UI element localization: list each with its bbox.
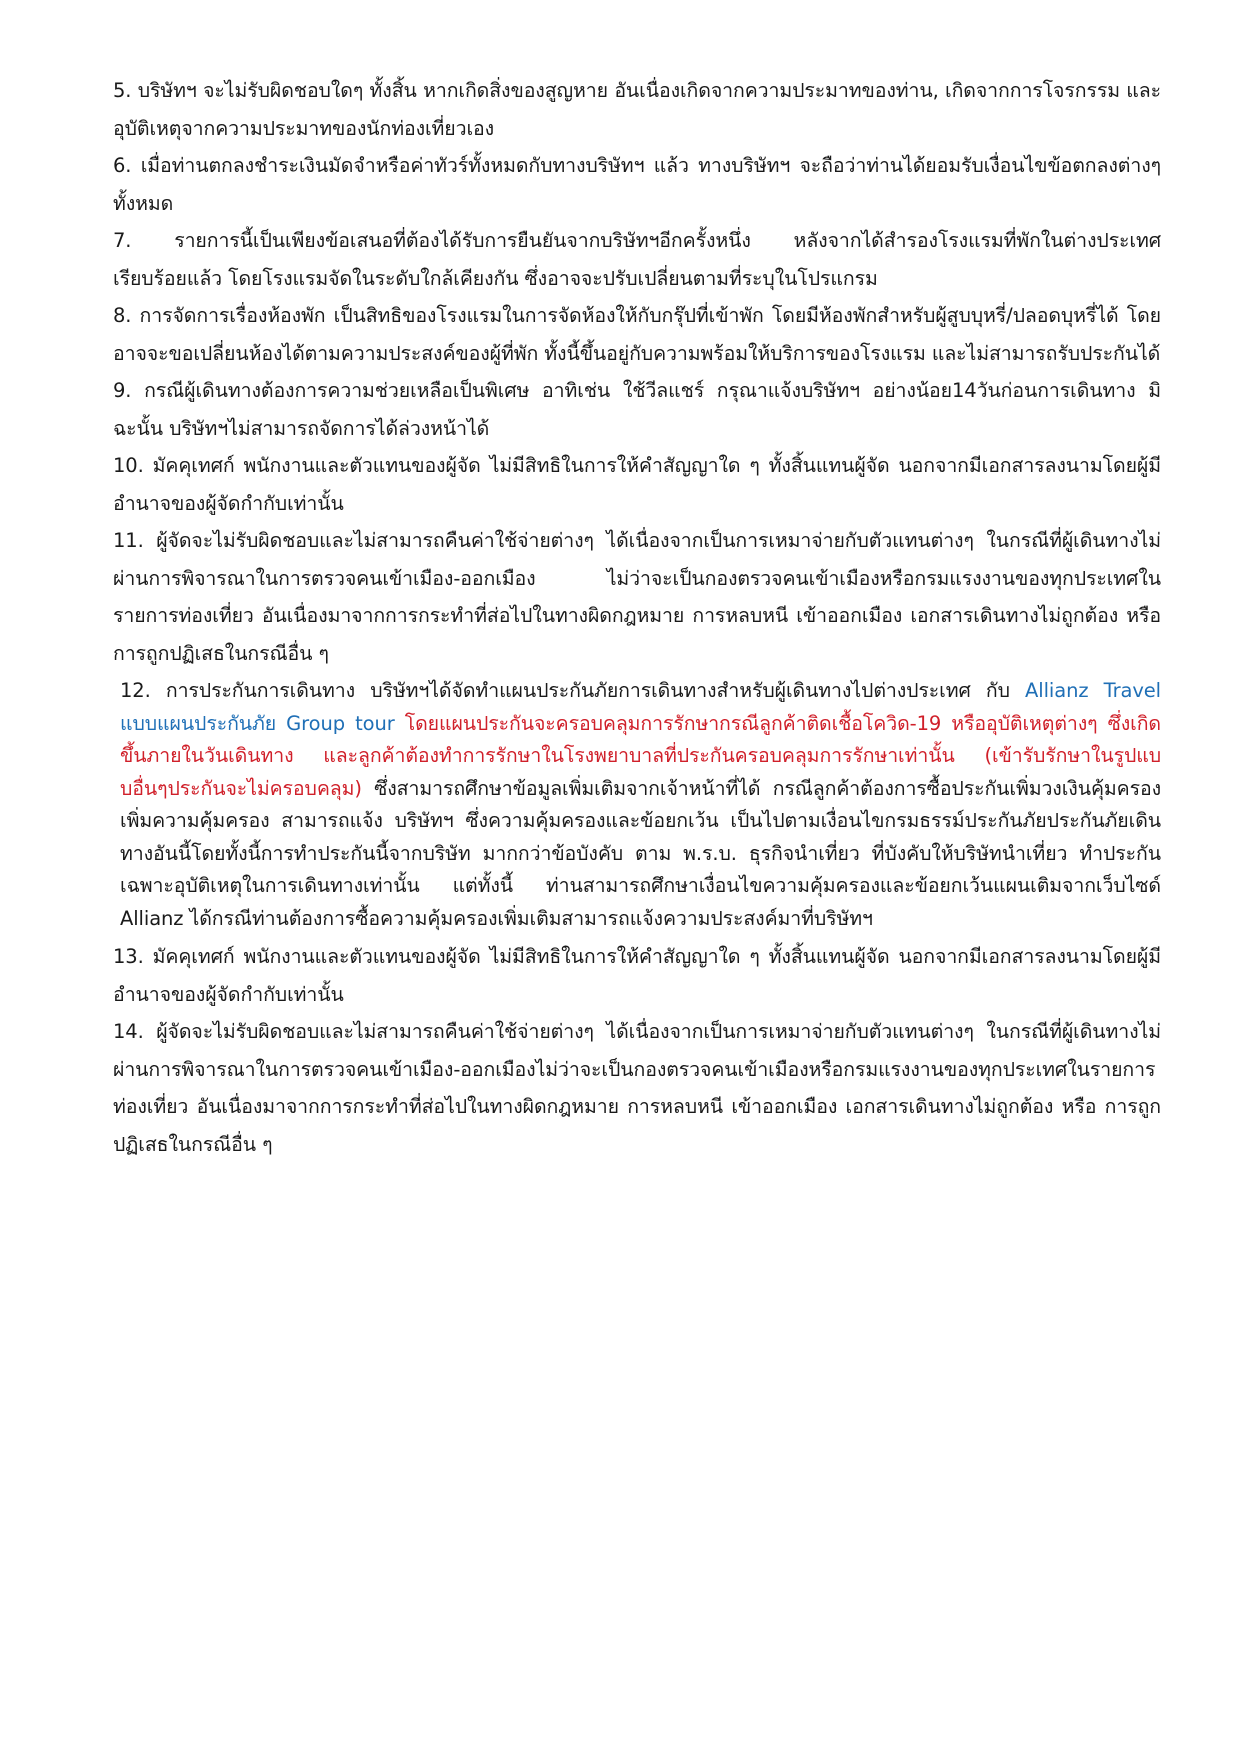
term-9: 9. กรณีผู้เดินทางต้องการความช่วยเหลือเป็นพิเศษ อาทิเช่น ใช้วีลแชร์ กรุณาแจ้งบริษัทฯ อย่างน้อย14วันก่อนการเดินทาง มิฉะนั้น บริษัทฯไม่สามารถจัดการได้ล่วงหน้าได้ bbox=[113, 379, 1161, 440]
term-12-coverage-note: โดยแผนประกันจะครอบคลุมการรักษากรณีลูกค้าติดเชื้อโควิด-19 หรืออุบัติเหตุต่างๆ ซึ่งเกิดขึ้นภายในวันเดินทาง และลูกค้าต้องทำการรักษาในโรงพยาบาลที่ประกันครอบคลุมการรักษาเท่านั้น (เข้ารับรักษาในรูปแบบอื่นๆประกันจะไม่ครอบคลุม) bbox=[120, 711, 1161, 800]
term-12-details: ซึ่งสามารถศึกษาข้อมูลเพิ่มเติมจากเจ้าหน้าที่ได้ กรณีลูกค้าต้องการซื้อประกันเพิ่มวงเงินคุ้มครอง เพิ่มความคุ้มครอง สามารถแจ้ง บริษัทฯ ซึ่งความคุ้มครองและข้อยกเว้น เป็นไปตามเงื่อนไขกรมธรรม์ประกันภัยประกันภัยเดินทางอันนี้โดยทั้งนี้การทำประกันนี้จากบริษัท มากกว่าข้อบังคับ ตาม พ.ร.บ. ธุรกิจนำเที่ยว ที่บังคับให้บริษัทนำเที่ยว ทำประกันเฉพาะอุบัติเหตุในการเดินทางเท่านั้น แต่ทั้งนี้ ท่านสามารถศึกษาเงื่อนไขความคุ้มครองและข้อยกเว้นแผนเติมจากเว็บไซด์ Allianz ได้กรณีท่านต้องการซื้อความคุ้มครองเพิ่มเติมสามารถแจ้งความประสงค์มาที่บริษัทฯ bbox=[120, 776, 1161, 930]
term-11: 11. ผู้จัดจะไม่รับผิดชอบและไม่สามารถคืนค่าใช้จ่ายต่างๆ ได้เนื่องจากเป็นการเหมาจ่ายกับตัวแทนต่างๆ ในกรณีที่ผู้เดินทางไม่ผ่านการพิจารณาในการตรวจคนเข้าเมือง-ออกเมือง ไม่ว่าจะเป็นกองตรวจคนเข้าเมืองหรือกรมแรงงานของทุกประเทศในรายการท่องเที่ยว อันเนื่องมาจากการกระทำที่ส่อไปในทางผิดกฎหมาย การหลบหนี เข้าออกเมือง เอกสารเดินทางไม่ถูกต้อง หรือ การถูกปฏิเสธในกรณีอื่น ๆ bbox=[113, 529, 1161, 665]
term-8: 8. การจัดการเรื่องห้องพัก เป็นสิทธิของโรงแรมในการจัดห้องให้กับกรุ๊ปที่เข้าพัก โดยมีห้องพักสำหรับผู้สูบบุหรี่/ปลอดบุหรี่ได้ โดยอาจจะขอเปลี่ยนห้องได้ตามความประสงค์ของผู้ที่พัก ทั้งนี้ขึ้นอยู่กับความพร้อมให้บริการของโรงแรม และไม่สามารถรับประกันได้ bbox=[113, 304, 1161, 365]
term-14: 14. ผู้จัดจะไม่รับผิดชอบและไม่สามารถคืนค่าใช้จ่ายต่างๆ ได้เนื่องจากเป็นการเหมาจ่ายกับตัวแทนต่างๆ ในกรณีที่ผู้เดินทางไม่ผ่านการพิจารณาในการตรวจคนเข้าเมือง-ออกเมืองไม่ว่าจะเป็นกองตรวจคนเข้าเมืองหรือกรมแรงงานของทุกประเทศในรายการท่องเที่ยว อันเนื่องมาจากการกระทำที่ส่อไปในทางผิดกฎหมาย การหลบหนี เข้าออกเมือง เอกสารเดินทางไม่ถูกต้อง หรือ การถูกปฏิเสธในกรณีอื่น ๆ bbox=[113, 1020, 1161, 1156]
terms-document bbox=[113, 72, 1161, 1163]
term-13: 13. มัคคุเทศก์ พนักงานและตัวแทนของผู้จัด ไม่มีสิทธิในการให้คำสัญญาใด ๆ ทั้งสิ้นแทนผู้จัด นอกจากมีเอกสารลงนามโดยผู้มีอำนาจของผู้จัดกำกับเท่านั้น bbox=[113, 945, 1161, 1006]
term-6: 6. เมื่อท่านตกลงชำระเงินมัดจำหรือค่าทัวร์ทั้งหมดกับทางบริษัทฯ แล้ว ทางบริษัทฯ จะถือว่าท่านได้ยอมรับเงื่อนไขข้อตกลงต่างๆ ทั้งหมด bbox=[113, 154, 1161, 215]
term-5: 5. บริษัทฯ จะไม่รับผิดชอบใดๆ ทั้งสิ้น หากเกิดสิ่งของสูญหาย อันเนื่องเกิดจากความประมาทของท่าน, เกิดจากการโจรกรรม และ อุบัติเหตุจากความประมาทของนักท่องเที่ยวเอง bbox=[113, 79, 1161, 140]
term-12-insurer: Allianz Travel แบบแผนประกันภัย Group tour bbox=[120, 679, 1161, 735]
term-7: 7. รายการนี้เป็นเพียงข้อเสนอที่ต้องได้รับการยืนยันจากบริษัทฯอีกครั้งหนึ่ง หลังจากได้สำรองโรงแรมที่พักในต่างประเทศเรียบร้อยแล้ว โดยโรงแรมจัดในระดับใกล้เคียงกัน ซึ่งอาจจะปรับเปลี่ยนตามที่ระบุในโปรแกรม bbox=[113, 229, 1161, 290]
term-12 bbox=[120, 672, 1161, 938]
term-10: 10. มัคคุเทศก์ พนักงานและตัวแทนของผู้จัด ไม่มีสิทธิในการให้คำสัญญาใด ๆ ทั้งสิ้นแทนผู้จัด นอกจากมีเอกสารลงนามโดยผู้มีอำนาจของผู้จัดกำกับเท่านั้น bbox=[113, 454, 1161, 515]
term-12-intro: 12. การประกันการเดินทาง บริษัทฯได้จัดทำแผนประกันภัยการเดินทางสำหรับผู้เดินทางไปต่างประเทศ กับ bbox=[120, 679, 1026, 702]
